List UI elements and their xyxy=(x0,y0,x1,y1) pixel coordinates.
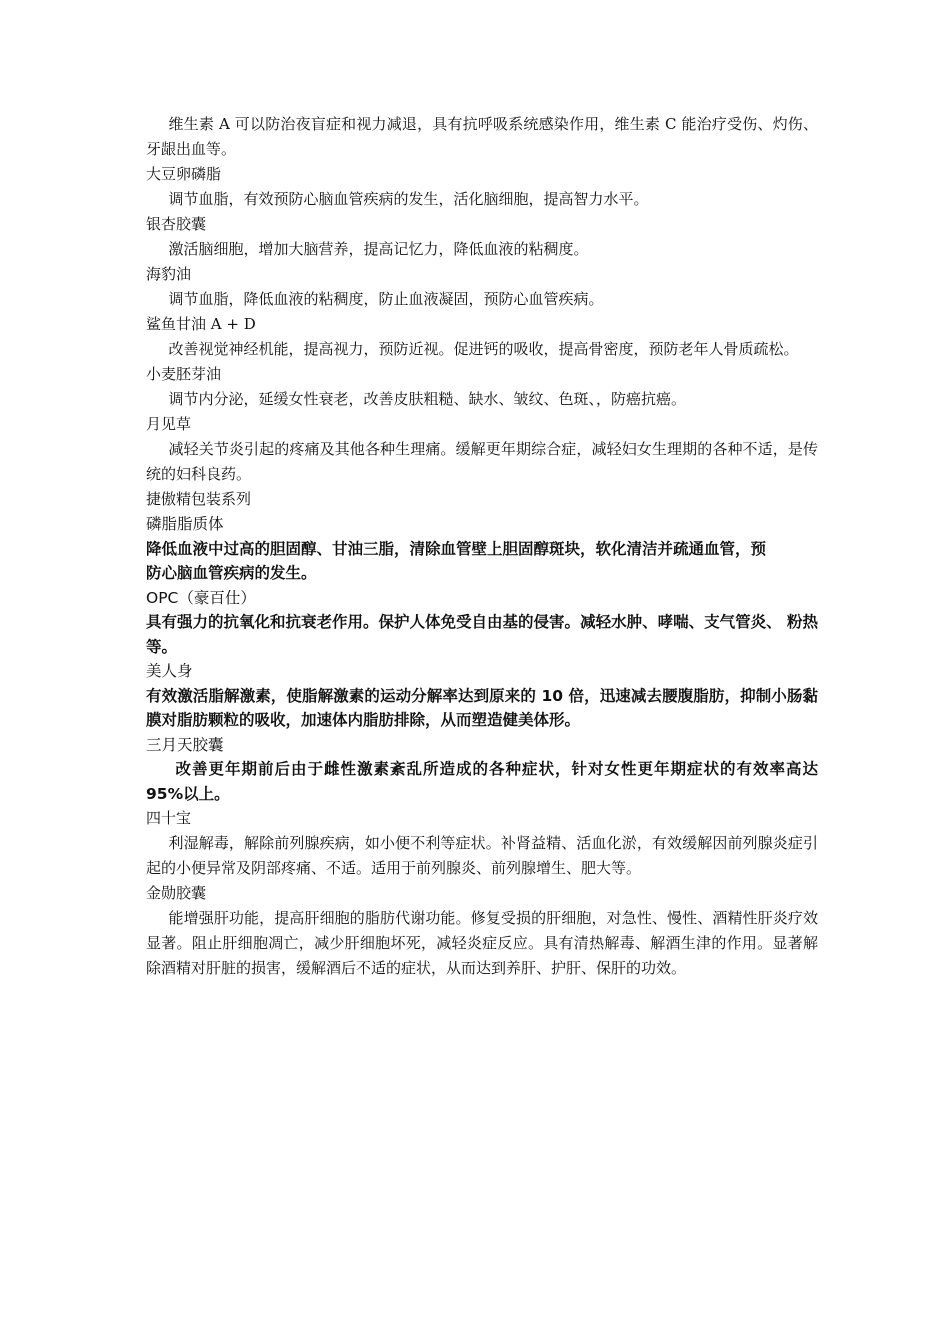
paragraph-evening-primrose: 减轻关节炎引起的疼痛及其他各种生理痛。缓解更年期综合症，减轻妇女生理期的各种不适，是传统的妇科良药。 xyxy=(146,440,818,483)
heading-seal-oil: 海豹油 xyxy=(146,265,192,283)
heading-liposome: 磷脂脂质体 xyxy=(146,515,224,533)
paragraph-beauty-body: 有效激活脂解激素，使脂解激素的运动分解率达到原来的 10 倍，迅速减去腰腹脂肪，抑制小肠黏膜对脂肪颗粒的吸收，加速体内脂肪排除，从而塑造健美体形。 xyxy=(146,686,818,729)
paragraph-shark-oil: 改善视觉神经机能，提高视力，预防近视。促进钙的吸收，提高骨密度，预防老年人骨质疏松。 xyxy=(168,340,799,358)
heading-jinxun-capsule: 金勋胶囊 xyxy=(146,884,207,902)
heading-shark-oil: 鲨鱼甘油 A + D xyxy=(146,315,256,333)
heading-opc: OPC（豪百仕） xyxy=(146,588,256,607)
paragraph-opc: 具有强力的抗氧化和抗衰老作用。保护人体免受自由基的侵害。减轻水肿、哮喘、支气管炎、 粉热等。 xyxy=(146,613,818,656)
paragraph-seal-oil: 调节血脂，降低血液的粘稠度，防止血液凝固，预防心血管疾病。 xyxy=(168,290,604,308)
heading-ginkgo: 银杏胶囊 xyxy=(146,215,207,233)
paragraph-jinxun-capsule: 能增强肝功能，提高肝细胞的脂肪代谢功能。修复受损的肝细胞，对急性、慢性、酒精性肝炎疗效显著。阻止肝细胞凋亡，减少肝细胞坏死，减轻炎症反应。具有清热解毒、解酒生津的作用。显著解除酒精对肝脏的损害，缓解酒后不适的症状，从而达到养肝、护肝、保肝的功效。 xyxy=(146,909,818,977)
heading-soy-lecithin: 大豆卵磷脂 xyxy=(146,165,222,183)
heading-evening-primrose: 月见草 xyxy=(146,415,192,433)
document-body xyxy=(146,112,818,981)
heading-march-capsule: 三月天胶囊 xyxy=(146,735,224,754)
paragraph-march-capsule: 改善更年期前后由于雌性激素紊乱所造成的各种症状，针对女性更年期症状的有效率高达 95%以上。 xyxy=(146,760,818,803)
paragraph-soy-lecithin: 调节血脂，有效预防心脑血管疾病的发生，活化脑细胞，提高智力水平。 xyxy=(168,190,649,208)
paragraph-forty-treasure: 利湿解毒，解除前列腺疾病，如小便不利等症状。补肾益精、活血化淤，有效缓解因前列腺炎症引起的小便异常及阴部疼痛、不适。适用于前列腺炎、前列腺增生、肥大等。 xyxy=(146,834,818,877)
paragraph-liposome-line1: 降低血液中过高的胆固醇、甘油三脂，清除血管壁上胆固醇斑块，软化清洁并疏通血管，预 xyxy=(146,539,767,558)
heading-beauty-body: 美人身 xyxy=(146,662,193,680)
paragraph-vitamin: 维生素 A 可以防治夜盲症和视力减退，具有抗呼吸系统感染作用，维生素 C 能治疗受伤、灼伤、牙龈出血等。 xyxy=(146,115,818,158)
heading-wheat-germ-oil: 小麦胚芽油 xyxy=(146,365,222,383)
paragraph-ginkgo: 激活脑细胞，增加大脑营养，提高记忆力，降低血液的粘稠度。 xyxy=(168,240,589,258)
paragraph-liposome-line2: 防心脑血管疾病的发生。 xyxy=(146,564,317,582)
paragraph-wheat-germ-oil: 调节内分泌，延缓女性衰老，改善皮肤粗糙、缺水、皱纹、色斑、，防癌抗癌。 xyxy=(168,390,687,408)
heading-product-series: 捷傲精包装系列 xyxy=(146,490,252,508)
heading-forty-treasure: 四十宝 xyxy=(146,809,192,827)
